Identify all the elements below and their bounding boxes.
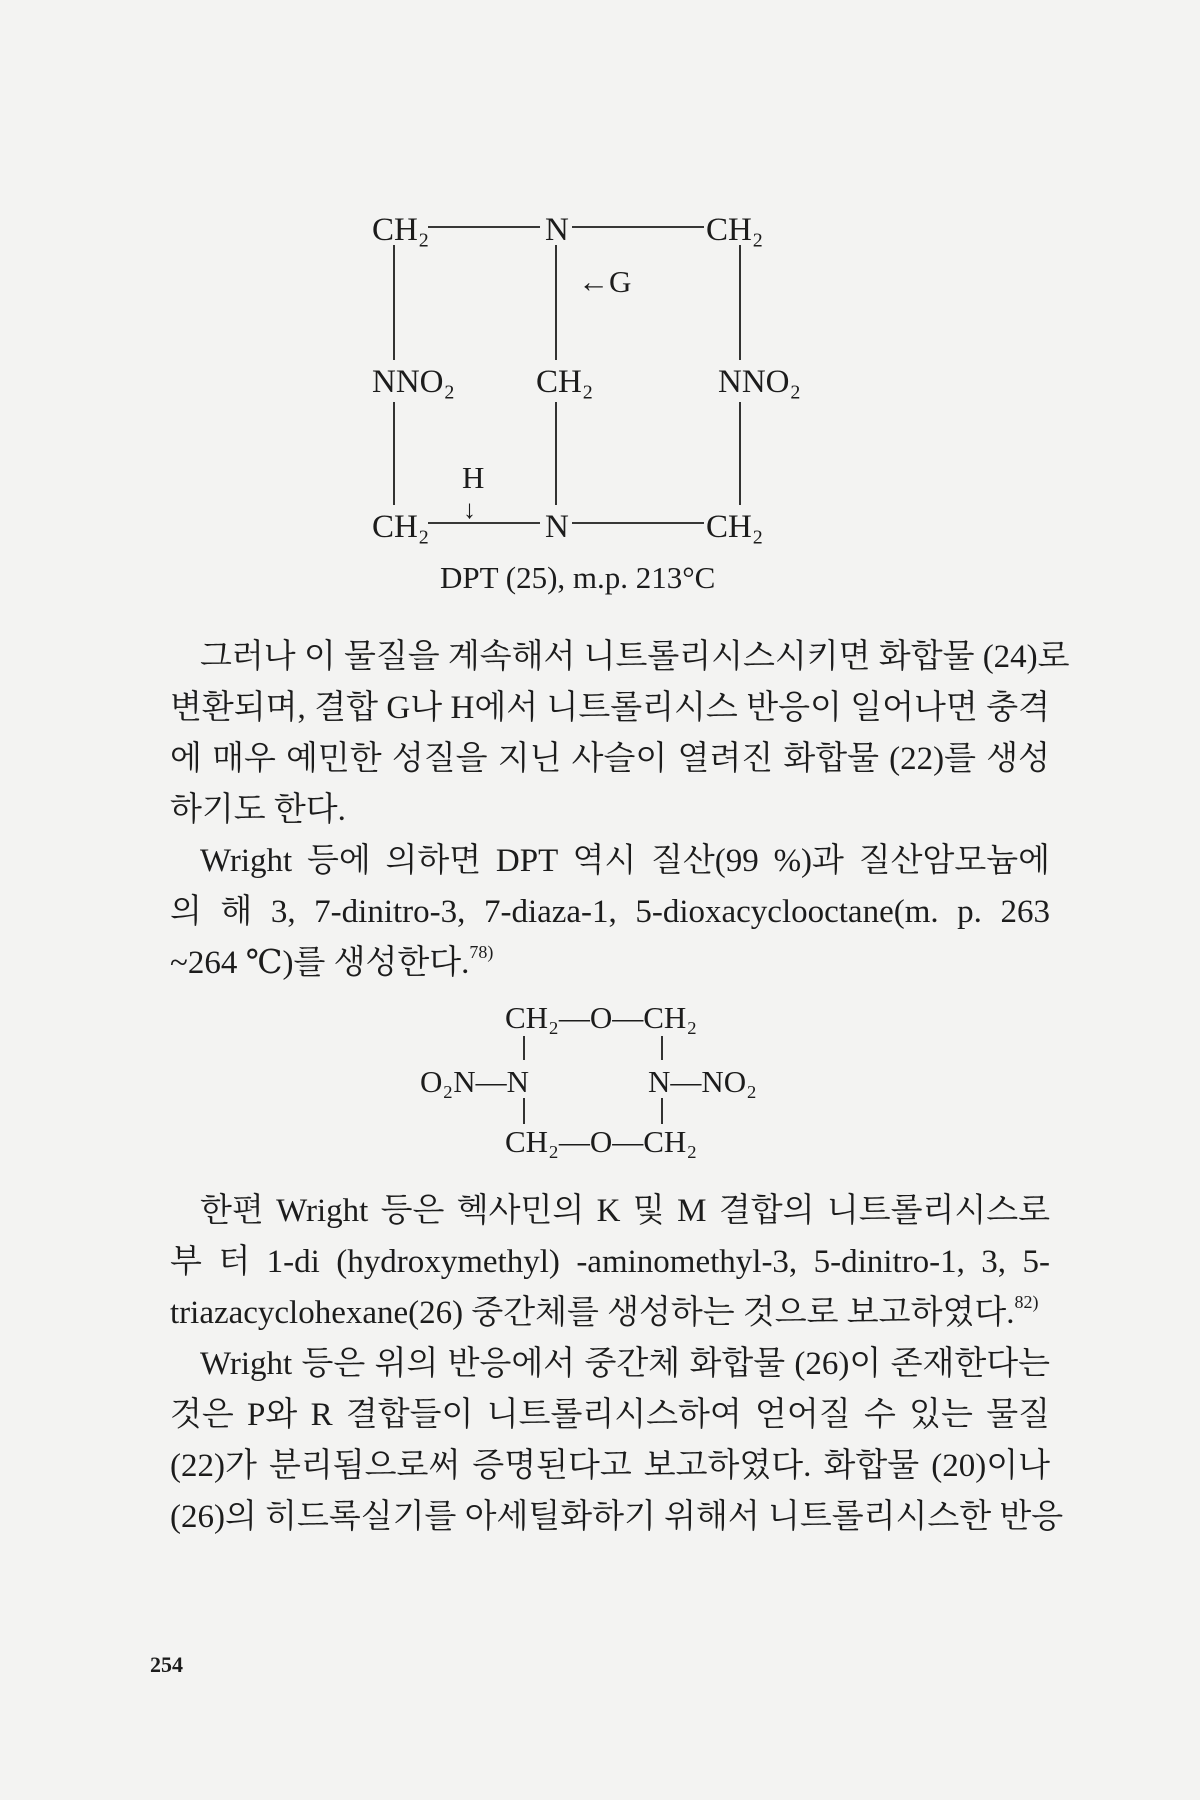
para4-line1: Wright 등은 위의 반응에서 중간체 화합물 (26)이 존재한다는 xyxy=(200,1346,1050,1382)
para2-line3-text: ~264 ℃)를 생성한다. xyxy=(170,945,470,981)
atom-mid-mid: CH₂ xyxy=(536,364,594,400)
para3-line3 xyxy=(170,1292,1050,1331)
label-bond-g: ←G xyxy=(578,264,632,299)
para1-line3: 에 매우 예민한 성질을 지닌 사슬이 열려진 화합물 (22)를 생성 xyxy=(170,741,1050,777)
para4-line2: 것은 P와 R 결합들이 니트롤리시스하여 얻어질 수 있는 물질 xyxy=(170,1397,1050,1433)
label-bond-h: H xyxy=(462,460,485,495)
atom-bottom-left: CH₂ xyxy=(372,509,430,545)
para1-line4: 하기도 한다. xyxy=(170,792,346,828)
para2-line2: 의 해 3, 7-dinitro-3, 7-diaza-1, 5-dioxacyclooctane(m. p. 263 xyxy=(170,894,1050,930)
arrow-bond-h: ↓ xyxy=(463,495,476,524)
atom-bottom-right: CH₂ xyxy=(706,509,764,545)
para1-line1: 그러나 이 물질을 계속해서 니트롤리시스시키면 화합물 (24)로 xyxy=(200,639,1070,675)
para1-line2: 변환되며, 결합 G나 H에서 니트롤리시스 반응이 일어나면 충격 xyxy=(170,690,1050,726)
atom-mid-right: NNO₂ xyxy=(718,364,801,400)
para3-line2: 부 터 1-di (hydroxymethyl) -aminomethyl-3, 5-dinitro-1, 3, 5- xyxy=(170,1244,1050,1280)
atom-mid-left: NNO₂ xyxy=(372,364,455,400)
ring-right: N—NO₂ xyxy=(648,1064,757,1099)
para3-line1: 한편 Wright 등은 헥사민의 K 및 M 결합의 니트롤리시스로 xyxy=(200,1193,1050,1229)
atom-bottom-mid: N xyxy=(545,509,569,545)
para2-line1: Wright 등에 의하면 DPT 역시 질산(99 %)과 질산암모늄에 xyxy=(200,843,1050,879)
atom-top-left: CH₂ xyxy=(372,212,430,248)
para4-line4: (26)의 히드록실기를 아세틸화하기 위해서 니트롤리시스한 반응 xyxy=(170,1499,1064,1535)
reference-82: 82) xyxy=(1014,1292,1039,1312)
figure-caption: DPT (25), m.p. 213°C xyxy=(440,560,716,595)
reference-78: 78) xyxy=(469,942,494,962)
page-number: 254 xyxy=(150,1652,183,1677)
ring-top: CH₂—O—CH₂ xyxy=(505,1000,698,1035)
para3-line3-text: triazacyclohexane(26) 중간체를 생성하는 것으로 보고하였다. xyxy=(170,1295,1015,1331)
para4-line3: (22)가 분리됨으로써 증명된다고 보고하였다. 화합물 (20)이나 xyxy=(170,1448,1050,1484)
ring-bottom: CH₂—O—CH₂ xyxy=(505,1124,698,1159)
atom-top-right: CH₂ xyxy=(706,212,764,248)
atom-top-mid: N xyxy=(545,212,569,248)
ring-left: O₂N—N xyxy=(420,1064,529,1099)
